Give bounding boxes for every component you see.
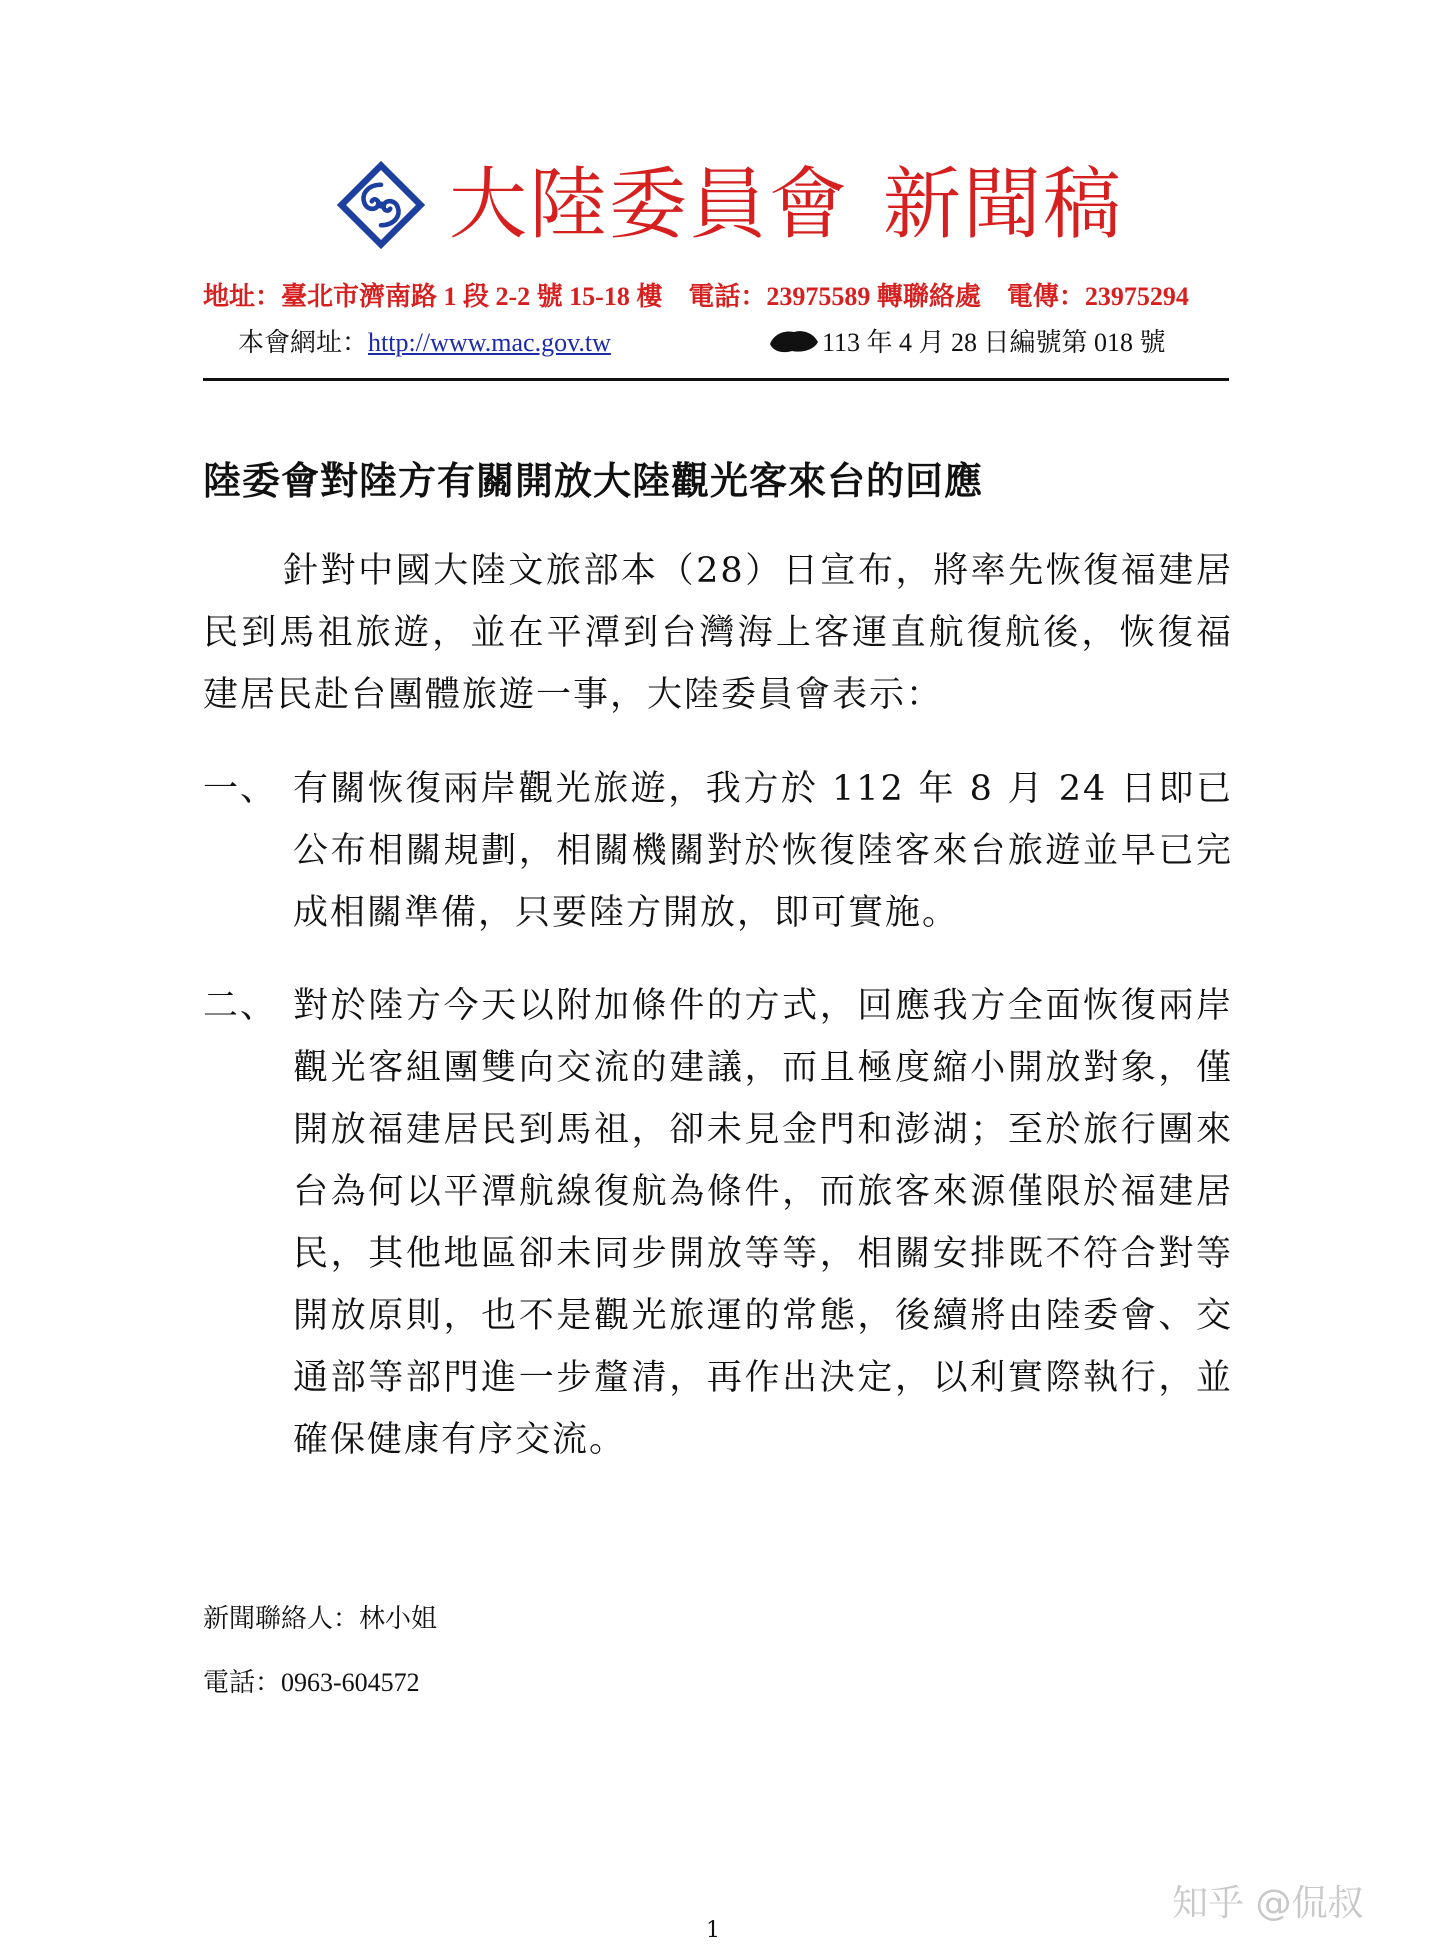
intro-paragraph: 針對中國大陸文旅部本（28）日宣布，將率先恢復福建居民到馬祖旅遊，並在平潭到台灣海上客運直航復航後，恢復福建居民赴台團體旅遊一事，大陸委員會表示： <box>203 551 1233 715</box>
header-divider <box>203 378 1229 381</box>
header-title-text <box>449 160 1124 250</box>
point-number: 二、 <box>203 986 278 1026</box>
website-link[interactable]: http://www.mac.gov.tw <box>368 328 611 357</box>
press-headline: 陸委會對陸方有關開放大陸觀光客來台的回應 <box>203 458 984 503</box>
issue-line <box>768 322 1166 359</box>
contact-name: 新聞聯絡人：林小姐 <box>203 1604 438 1633</box>
point-number: 一、 <box>203 769 278 809</box>
point-text: 對於陸方今天以附加條件的方式，回應我方全面恢復兩岸觀光客組團雙向交流的建議，而且極度縮小開放對象，僅開放福建居民到馬祖，卻未見金門和澎湖；至於旅行團來台為何以平潭航線復航為條件，而旅客來源僅限於福建居民，其他地區卻未同步開放等等，相關安排既不符合對等開放原則，也不是觀光旅運的常態，後續將由陸委會、交通部等部門進一步釐清，再作出決定，以利實際執行，並確保健康有序交流。 <box>293 986 1233 1460</box>
point-item-2 <box>203 975 1233 1471</box>
watermark: 知乎 @侃叔 <box>1172 1883 1364 1924</box>
org-name: 大陸委員會 <box>449 160 850 250</box>
mac-swirl-logo-icon <box>335 159 427 251</box>
contact-phone: 電話：0963-604572 <box>203 1668 420 1697</box>
website-label: 本會網址： <box>238 328 369 357</box>
redaction-mark-icon <box>768 326 820 356</box>
website-line <box>238 322 611 359</box>
issue-info: 113 年 4 月 28 日編號第 018 號 <box>822 328 1166 357</box>
page-number: 1 <box>706 1918 720 1943</box>
doc-type: 新聞稿 <box>883 160 1124 250</box>
address-line: 地址：臺北市濟南路 1 段 2-2 號 15-18 樓 電話：23975589 轉聯絡處 電傳：23975294 <box>203 282 1189 311</box>
point-text: 有關恢復兩岸觀光旅遊，我方於 112 年 8 月 24 日即已公布相關規劃，相關機關對於恢復陸客來台旅遊並早已完成相關準備，只要陸方開放，即可實施。 <box>293 769 1233 933</box>
point-item-1 <box>203 758 1233 944</box>
document-header <box>335 155 1123 255</box>
